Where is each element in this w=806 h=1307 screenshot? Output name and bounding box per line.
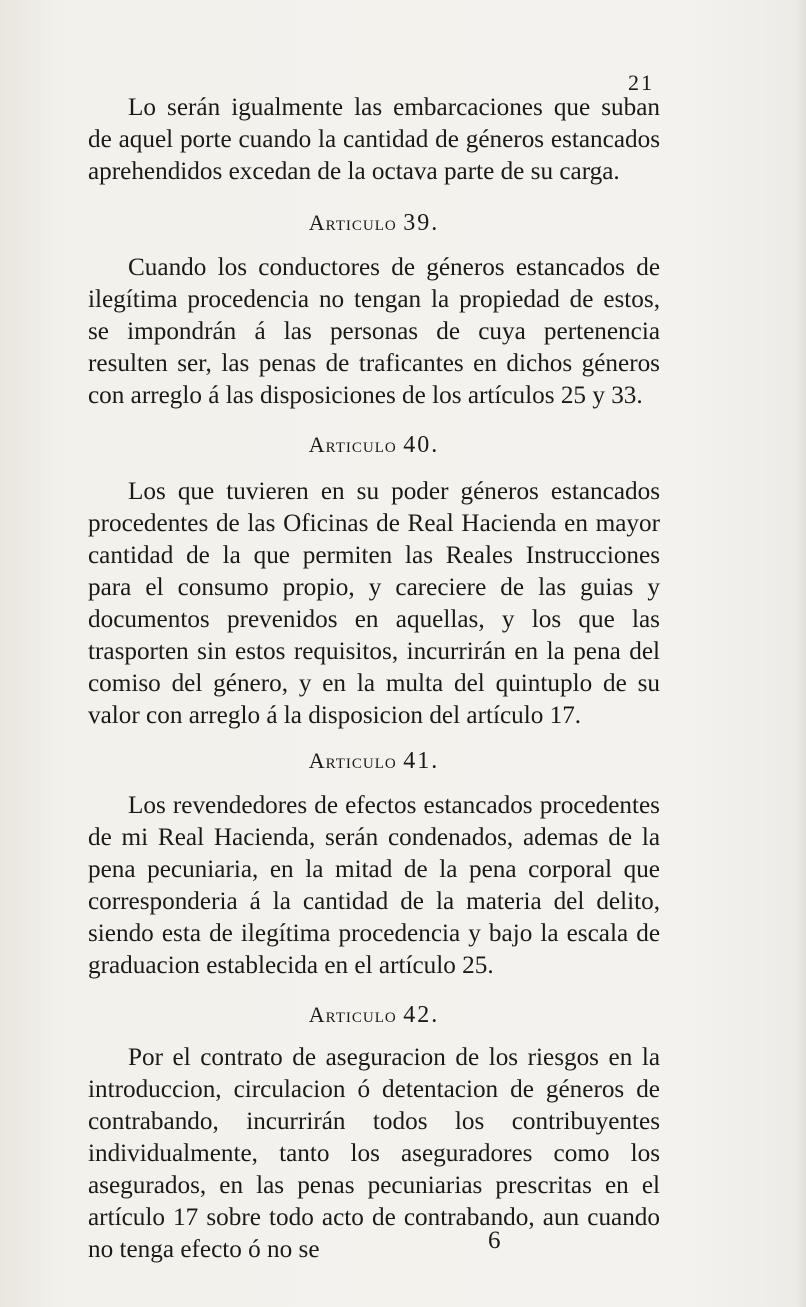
article-heading-number: 42. <box>403 1002 440 1028</box>
paragraph-article-40-text: Los que tuvieren en su poder géneros estancados procedentes de las Oficinas de Real Hacienda en mayor cantidad de la que permiten las Reales Instrucciones para el consumo propio, y careciere de las guias y documentos prevenidos en aquellas, y los que las trasporten sin estos requisitos, incurrirán en la pena del comiso del género, y en la multa del quintuplo de su valor con arreglo á la disposicion del artículo 17. <box>88 478 660 729</box>
paragraph-article-41-text: Los revendedores de efectos estancados procedentes de mi Real Hacienda, serán condenados, ademas de la pena pecuniaria, en la mitad de la pena corporal que corresponderia á la cantidad de la materia del delito, siendo esta de ilegítima procedencia y bajo la escala de graduacion establecida en el artículo 25. <box>88 792 660 979</box>
paragraph-article-39-text: Cuando los conductores de géneros estancados de ilegítima procedencia no tengan la propiedad de estos, se impondrán á las personas de cuya pertenencia resulten ser, las penas de traficantes en dichos géneros con arreglo á las disposiciones de los artículos 25 y 33. <box>88 254 660 409</box>
paragraph-article-42 <box>88 1042 660 1266</box>
article-heading-word: Articulo <box>308 1002 397 1027</box>
article-heading-word: Articulo <box>308 210 397 235</box>
paragraph-article-41 <box>88 790 660 982</box>
paragraph-intro <box>88 92 660 188</box>
signature-mark-bottom: 6 <box>488 1227 501 1254</box>
article-heading-number: 40. <box>403 432 440 458</box>
article-heading-word: Articulo <box>308 432 397 457</box>
article-heading-word: Articulo <box>308 748 397 773</box>
page-number-top: 21 <box>628 70 654 95</box>
article-heading-39 <box>88 210 660 237</box>
paragraph-article-42-text: Por el contrato de aseguracion de los riesgos en la introduccion, circulacion ó detentacion de géneros de contrabando, incurrirán todos los contribuyentes individualmente, tanto los aseguradores como los asegurados, en las penas pecuniarias prescritas en el artículo 17 sobre todo acto de contrabando, aun cuando no tenga efecto ó no se <box>88 1044 660 1263</box>
page-edge-shadow <box>796 0 806 1307</box>
article-heading-number: 41. <box>403 748 440 774</box>
article-heading-number: 39. <box>403 210 440 236</box>
paragraph-article-40 <box>88 476 660 732</box>
paragraph-article-39 <box>88 252 660 412</box>
article-heading-41 <box>88 748 660 775</box>
article-heading-42 <box>88 1002 660 1029</box>
paragraph-intro-text: Lo serán igualmente las embarcaciones que suban de aquel porte cuando la cantidad de géneros estancados aprehendidos excedan de la octava parte de su carga. <box>88 94 660 185</box>
article-heading-40 <box>88 432 660 459</box>
